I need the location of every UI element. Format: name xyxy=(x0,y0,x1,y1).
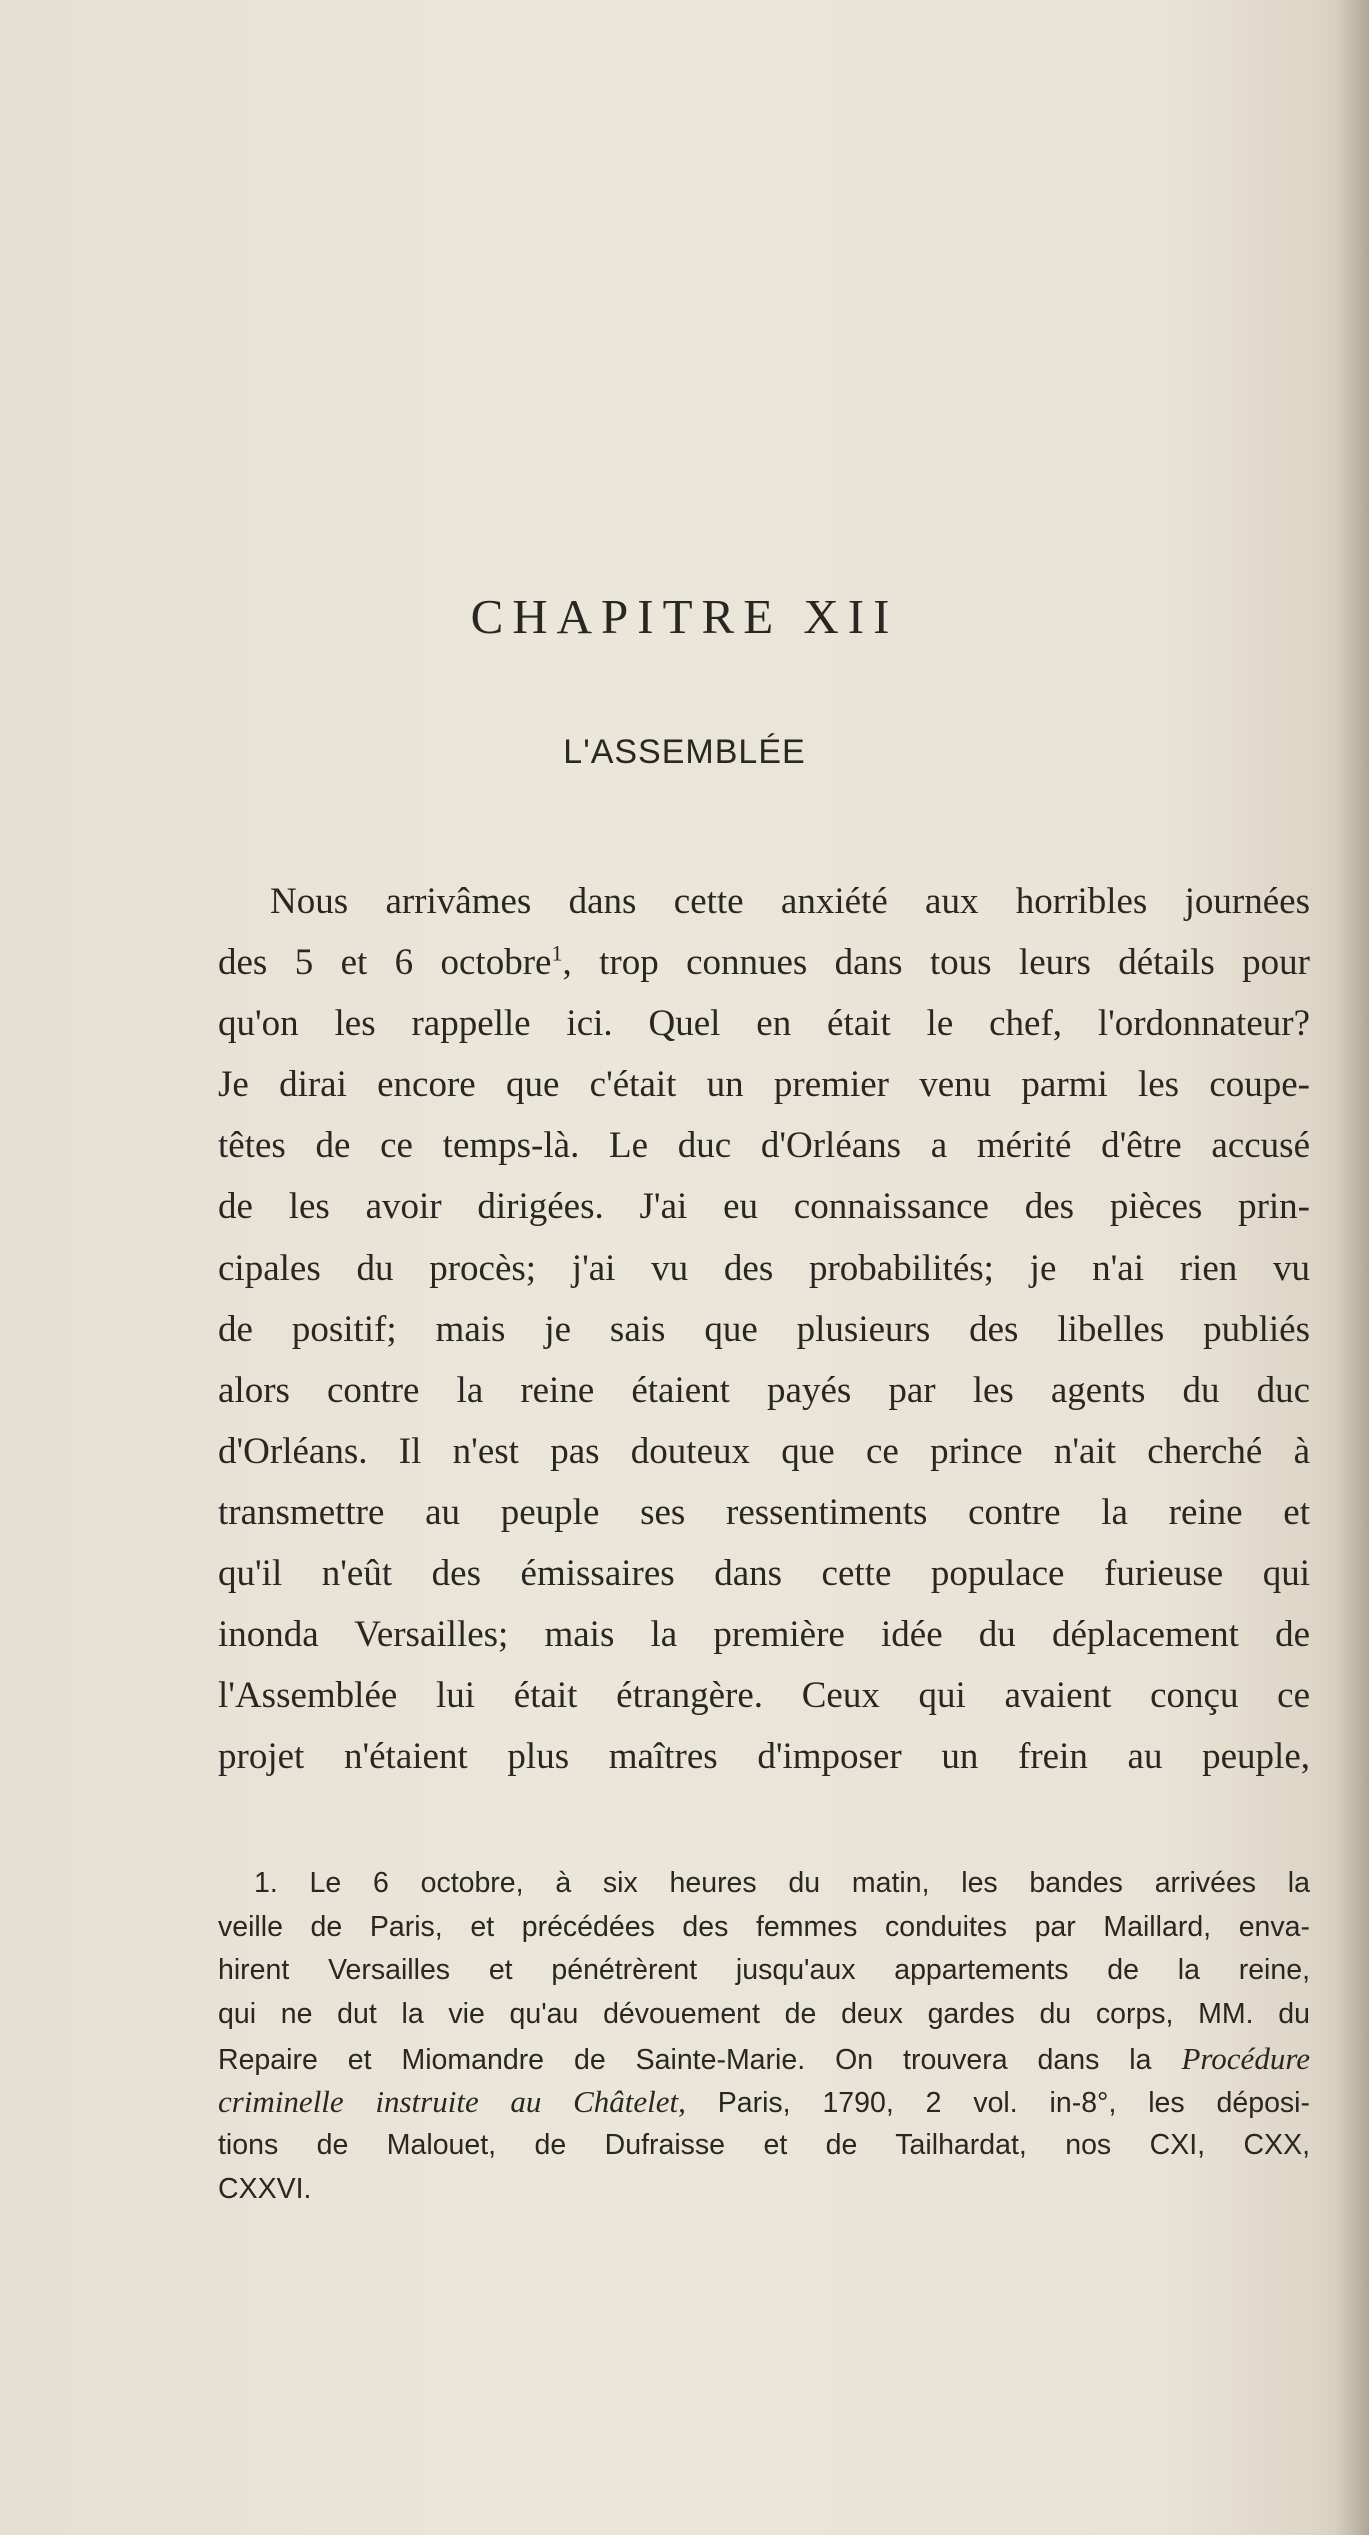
chapter-number: CHAPITRE XII xyxy=(470,589,899,644)
body-line: qu'on les rappelle ici. Quel en était le chef, l'ordonnateur? xyxy=(218,1003,1310,1045)
page-edge-shadow xyxy=(1335,0,1369,2535)
footnote-text: Repaire et Miomandre de Sainte-Marie. On trouvera dans la xyxy=(218,2043,1182,2076)
body-line: cipales du procès; j'ai vu des probabilités; je n'ai rien vu xyxy=(218,1247,1310,1289)
footnote-line: qui ne dut la vie qu'au dévouement de deux gardes du corps, MM. du xyxy=(218,1998,1310,2031)
footnote-work-title: Procédure xyxy=(1181,2040,1310,2076)
chapter-title: L'ASSEMBLÉE xyxy=(563,733,806,771)
body-line: têtes de ce temps-là. Le duc d'Orléans a mérité d'être accusé xyxy=(218,1125,1310,1167)
footnote-text: Paris, 1790, 2 vol. in-8°, les déposi- xyxy=(685,2087,1310,2120)
body-line: Je dirai encore que c'était un premier venu parmi les coupe- xyxy=(218,1064,1310,1106)
footnote-mark: 1 xyxy=(551,940,563,966)
body-line: qu'il n'eût des émissaires dans cette populace furieuse qui xyxy=(218,1553,1310,1595)
body-line: d'Orléans. Il n'est pas douteux que ce prince n'ait cherché à xyxy=(218,1430,1310,1472)
body-line-text: des 5 et 6 octobre xyxy=(218,942,552,984)
body-line: transmettre au peuple ses ressentiments contre la reine et xyxy=(218,1491,1310,1533)
footnote-line: veille de Paris, et précédées des femmes conduites par Maillard, enva- xyxy=(218,1910,1310,1943)
footnote-line: CXXVI. xyxy=(218,2172,312,2205)
body-line: de les avoir dirigées. J'ai eu connaissance des pièces prin- xyxy=(218,1186,1310,1228)
body-line: alors contre la reine étaient payés par les agents du duc xyxy=(218,1369,1310,1411)
footnote-line: hirent Versailles et pénétrèrent jusqu'aux appartements de la reine, xyxy=(218,1954,1310,1987)
body-line-text: , trop connues dans tous leurs détails pour xyxy=(562,942,1310,984)
body-line: de positif; mais je sais que plusieurs des libelles publiés xyxy=(218,1308,1310,1350)
footnote-work-title: criminelle instruite au Châtelet, xyxy=(218,2084,686,2120)
footnote-line xyxy=(218,2037,1310,2081)
body-line: inonda Versailles; mais la première idée du déplacement de xyxy=(218,1614,1310,1656)
footnote xyxy=(218,1862,1310,2212)
body-line: l'Assemblée lui était étrangère. Ceux qui avaient conçu ce xyxy=(218,1675,1310,1717)
body-paragraph xyxy=(218,871,1310,1787)
body-line: projet n'étaient plus maîtres d'imposer un frein au peuple, xyxy=(218,1736,1310,1778)
footnote-line xyxy=(218,2080,1310,2124)
footnote-line: 1. Le 6 octobre, à six heures du matin, les bandes arrivées la xyxy=(254,1867,1310,1899)
body-line: Nous arrivâmes dans cette anxiété aux horribles journées xyxy=(270,881,1310,922)
body-line xyxy=(218,932,1310,993)
footnote-line: tions de Malouet, de Dufraisse et de Tailhardat, nos CXI, CXX, xyxy=(218,2129,1310,2162)
